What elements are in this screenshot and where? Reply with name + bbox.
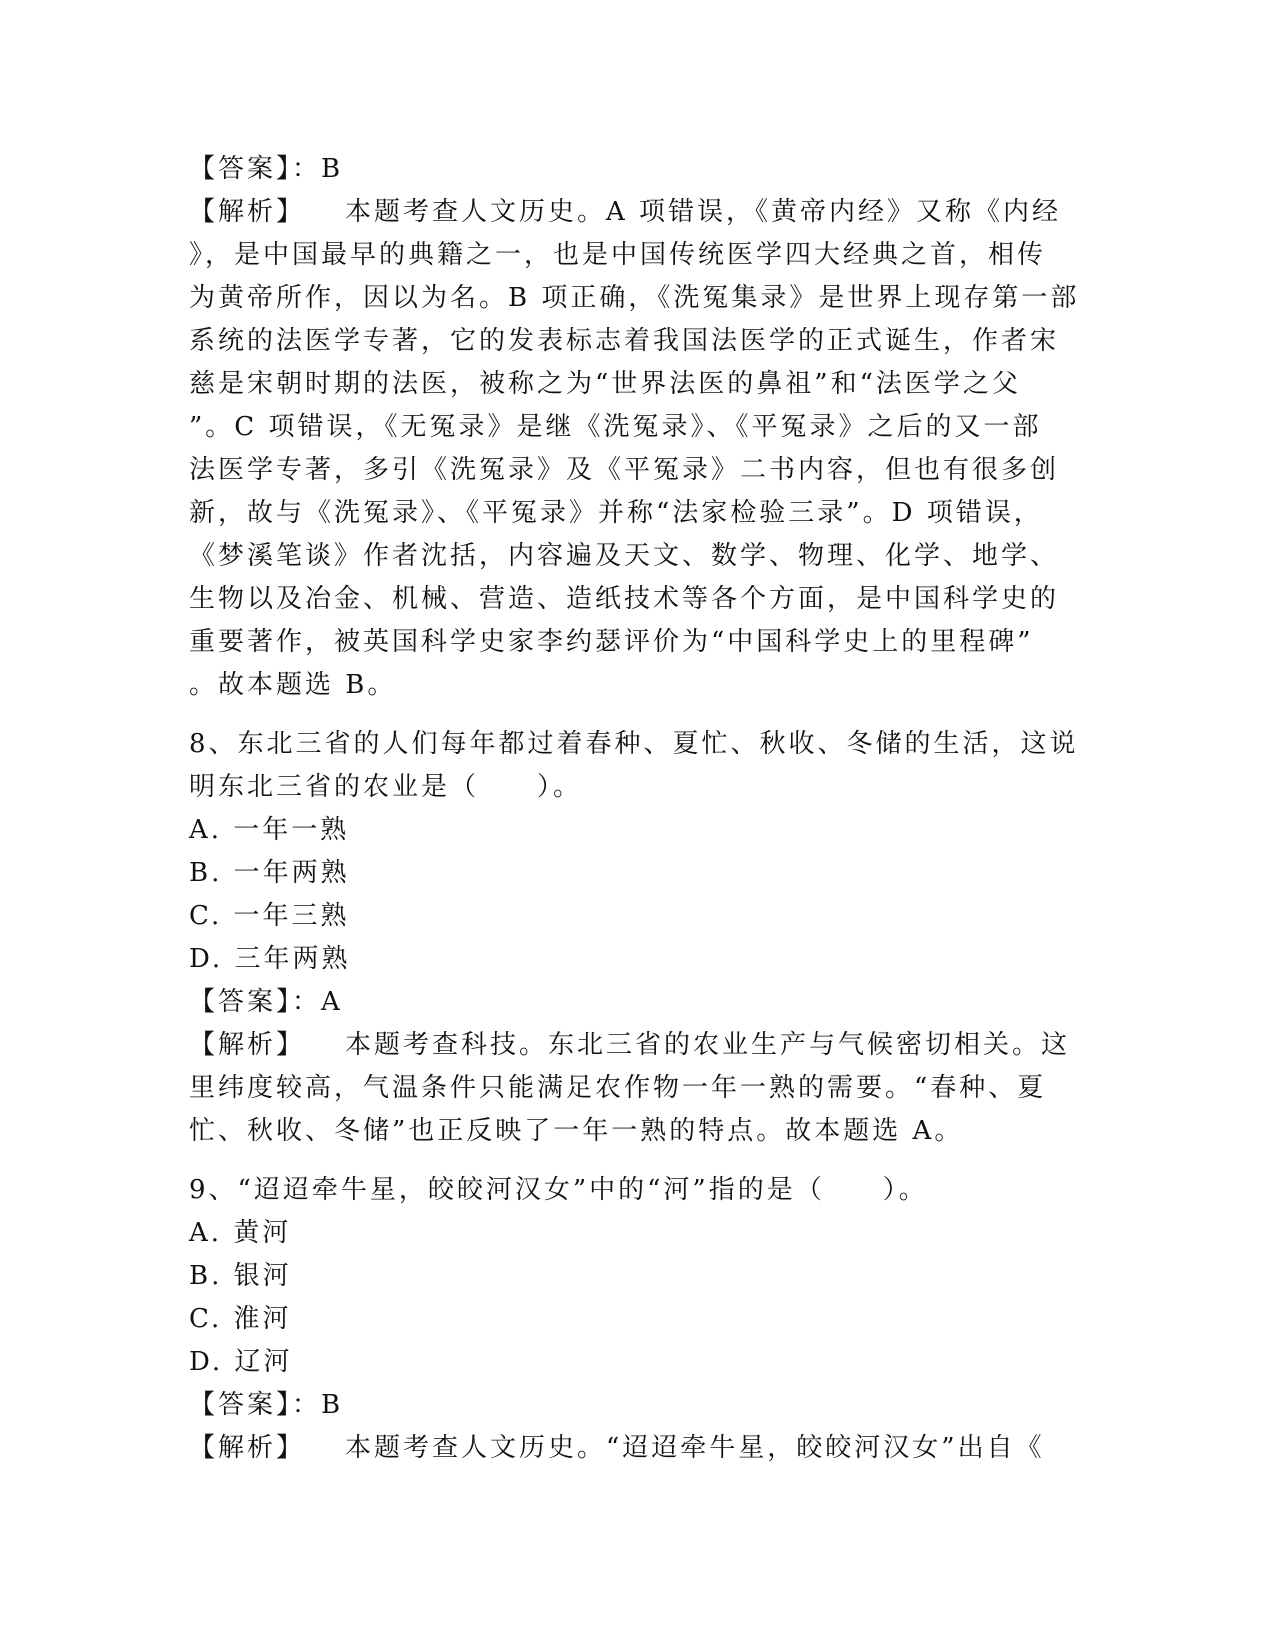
analysis-label: 【解析】 xyxy=(189,197,306,227)
analysis-text: 重要著作，被英国科学史家李约瑟评价为“中国科学史上的里程碑” xyxy=(189,627,1034,657)
answer-value: A xyxy=(321,987,343,1017)
option-b: B. 银河 xyxy=(189,1261,292,1291)
analysis-text: 《梦溪笔谈》作者沈括，内容遍及天文、数学、物理、化学、地学、 xyxy=(189,541,1060,571)
analysis-text: 本题考查人文历史。“迢迢牵牛星，皎皎河汉女”出自《 xyxy=(345,1433,1045,1463)
analysis-text: 法医学专著，多引《洗冤录》及《平冤录》二书内容，但也有很多创 xyxy=(189,455,1060,485)
document-page xyxy=(189,148,1089,1470)
analysis-text: 。故本题选 B。 xyxy=(189,670,397,700)
answer-separator: ： xyxy=(292,1390,322,1420)
analysis-text: 新，故与《洗冤录》、《平冤录》并称“法家检验三录”。D 项错误， xyxy=(189,498,1043,528)
answer-line xyxy=(189,1384,1089,1427)
question-stem: 9、“迢迢牵牛星，皎皎河汉女”中的“河”指的是（ ）。 xyxy=(189,1175,928,1205)
analysis-label: 【解析】 xyxy=(189,1433,306,1463)
answer-value: B xyxy=(321,154,344,184)
analysis-text: 忙、秋收、冬储”也正反映了一年一熟的特点。故本题选 A。 xyxy=(189,1116,964,1146)
answer-line xyxy=(189,148,1089,191)
analysis-line xyxy=(189,191,1089,234)
option-a: A. 一年一熟 xyxy=(189,815,350,845)
analysis-text: 系统的法医学专著，它的发表标志着我国法医学的正式诞生，作者宋 xyxy=(189,326,1060,356)
answer-separator: ： xyxy=(292,987,322,1017)
analysis-text: 》，是中国最早的典籍之一，也是中国传统医学四大经典之首，相传 xyxy=(189,240,1047,270)
analysis-label: 【解析】 xyxy=(189,1030,306,1060)
question-stem: 8、东北三省的人们每年都过着春种、夏忙、秋收、冬储的生活，这说 xyxy=(189,729,1079,759)
analysis-text: 本题考查人文历史。A 项错误，《黄帝内经》又称《内经 xyxy=(345,197,1062,227)
option-a: A. 黄河 xyxy=(189,1218,292,1248)
answer-label: 【答案】 xyxy=(189,987,293,1017)
answer-line xyxy=(189,981,1089,1024)
analysis-text: ”。C 项错误，《无冤录》是继《洗冤录》、《平冤录》之后的又一部 xyxy=(189,412,1042,442)
analysis-text: 本题考查科技。东北三省的农业生产与气候密切相关。这 xyxy=(345,1030,1071,1060)
question-stem: 明东北三省的农业是（ ）。 xyxy=(189,772,583,802)
option-d: D. 辽河 xyxy=(189,1347,293,1377)
analysis-text: 为黄帝所作，因以为名。B 项正确，《洗冤集录》是世界上现存第一部 xyxy=(189,283,1080,313)
answer-label: 【答案】 xyxy=(189,1390,293,1420)
answer-label: 【答案】 xyxy=(189,154,293,184)
analysis-text: 里纬度较高，气温条件只能满足农作物一年一熟的需要。“春种、夏 xyxy=(189,1073,1047,1103)
answer-separator: ： xyxy=(292,154,322,184)
option-d: D. 三年两熟 xyxy=(189,944,351,974)
analysis-line xyxy=(189,1024,1089,1067)
analysis-text: 慈是宋朝时期的法医，被称之为“世界法医的鼻祖”和“法医学之父 xyxy=(189,369,1021,399)
answer-value: B xyxy=(321,1390,344,1420)
option-b: B. 一年两熟 xyxy=(189,858,350,888)
option-c: C. 淮河 xyxy=(189,1304,292,1334)
analysis-text: 生物以及冶金、机械、营造、造纸技术等各个方面，是中国科学史的 xyxy=(189,584,1060,614)
option-c: C. 一年三熟 xyxy=(189,901,350,931)
analysis-line xyxy=(189,1427,1089,1470)
